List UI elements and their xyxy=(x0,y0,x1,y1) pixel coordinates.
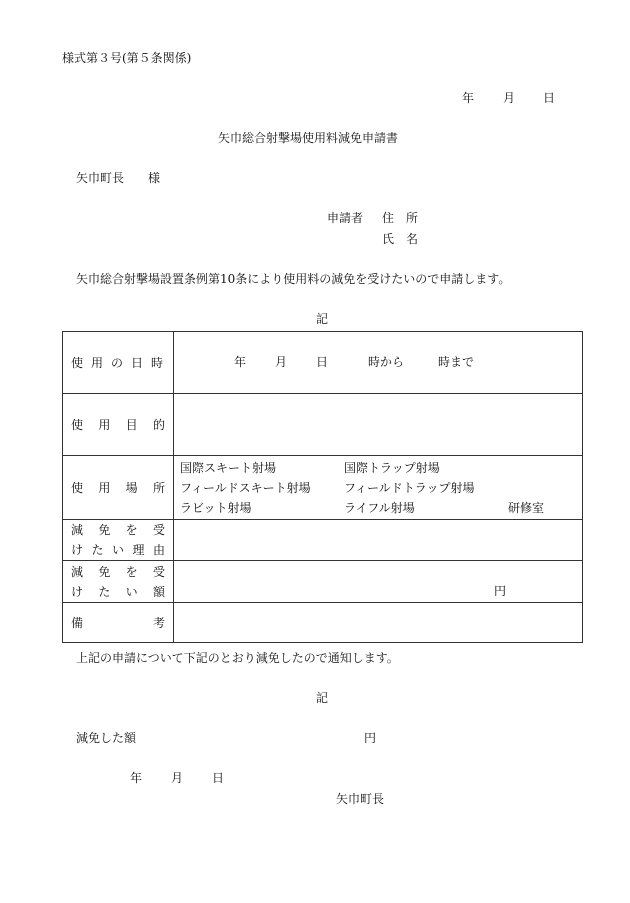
place-option-rifle[interactable]: ライフル射場 xyxy=(344,501,415,515)
footer-date-month: 月 xyxy=(171,771,184,785)
addressee: 矢巾町長 様 xyxy=(76,171,161,185)
row-amount xyxy=(63,561,583,603)
remarks-label xyxy=(63,617,173,629)
datetime-label-char-5: 時 xyxy=(150,355,165,370)
remarks-value-cell[interactable] xyxy=(174,603,583,643)
amount-label-cell xyxy=(63,561,174,603)
purpose-label-char-1: 使 xyxy=(71,417,84,432)
reason-c1: 減 xyxy=(71,523,84,537)
place-label-cell xyxy=(63,456,174,520)
row-reason xyxy=(63,520,583,561)
row-remarks xyxy=(63,603,583,643)
datetime-year: 年 xyxy=(234,355,247,369)
place-option-intl-trap[interactable]: 国際トラップ射場 xyxy=(344,461,440,475)
row-datetime xyxy=(63,332,583,394)
applicant-address-label: 住 所 xyxy=(382,211,419,225)
notice-statement: 上記の申請について下記のとおり減免したので通知します。 xyxy=(76,651,399,665)
place-option-field-skeet[interactable]: フィールドスキート射場 xyxy=(180,481,311,495)
amount-label-line-1 xyxy=(63,562,173,582)
place-label-char-4: 所 xyxy=(152,480,165,495)
header-date-month: 月 xyxy=(503,91,516,105)
amount-c3: を xyxy=(125,564,138,579)
amount-c7: い xyxy=(125,584,138,599)
remarks-c1: 備 xyxy=(71,615,84,630)
reason-c5: け xyxy=(71,543,84,557)
purpose-label xyxy=(63,419,173,431)
reason-value-cell[interactable] xyxy=(174,520,583,561)
place-label-char-2: 用 xyxy=(98,480,111,495)
remarks-c2: 考 xyxy=(152,615,165,630)
purpose-label-cell xyxy=(63,394,174,456)
reason-c6: た xyxy=(91,543,104,557)
application-table xyxy=(62,331,583,643)
amount-label-line-2 xyxy=(63,582,173,602)
row-place xyxy=(63,456,583,520)
reason-label-line-2 xyxy=(63,540,173,560)
purpose-value-cell[interactable] xyxy=(174,394,583,456)
datetime-label-char-3: の xyxy=(110,355,125,370)
datetime-label-char-4: 日 xyxy=(130,355,145,370)
amount-c1: 減 xyxy=(71,564,84,579)
datetime-value-cell[interactable] xyxy=(174,332,583,394)
reason-c2: 免 xyxy=(98,523,111,537)
datetime-month: 月 xyxy=(275,355,288,369)
reduced-amount-unit: 円 xyxy=(364,731,377,745)
applicant-label: 申請者 xyxy=(327,211,364,225)
header-date-day: 日 xyxy=(543,91,556,105)
footer-date-day: 日 xyxy=(212,771,225,785)
place-option-training-room[interactable]: 研修室 xyxy=(508,501,545,515)
place-label-char-1: 使 xyxy=(71,480,84,495)
datetime-label-char-1: 使 xyxy=(71,355,86,370)
datetime-label-cell xyxy=(63,332,174,394)
document-title: 矢巾総合射撃場使用料減免申請書 xyxy=(218,131,399,145)
amount-c4: 受 xyxy=(152,564,165,579)
reason-c7: い xyxy=(111,543,124,557)
amount-c6: た xyxy=(98,584,111,599)
datetime-to: 時まで xyxy=(438,355,475,369)
purpose-label-char-2: 用 xyxy=(98,417,111,432)
amount-c8: 額 xyxy=(152,584,165,599)
place-label-char-3: 場 xyxy=(125,480,138,495)
ki-heading-2: 記 xyxy=(316,691,329,705)
place-option-rabbit[interactable]: ラビット射場 xyxy=(180,501,252,515)
amount-value-cell[interactable] xyxy=(174,561,583,603)
place-value-cell xyxy=(174,456,583,520)
amount-c2: 免 xyxy=(98,564,111,579)
amount-c5: け xyxy=(71,584,84,599)
amount-unit: 円 xyxy=(494,584,507,598)
ki-heading: 記 xyxy=(316,312,329,326)
applicant-name-label: 氏 名 xyxy=(382,232,419,246)
remarks-label-cell xyxy=(63,603,174,643)
reason-c3: を xyxy=(125,523,138,537)
place-label xyxy=(63,482,173,494)
reason-c9: 由 xyxy=(152,543,165,557)
purpose-label-char-4: 的 xyxy=(152,417,165,432)
row-purpose xyxy=(63,394,583,456)
datetime-label xyxy=(63,357,173,369)
reason-label-line-1 xyxy=(63,520,173,540)
header-date-year: 年 xyxy=(462,91,475,105)
reason-c4: 受 xyxy=(152,523,165,537)
signer: 矢巾町長 xyxy=(336,792,385,806)
reason-c8: 理 xyxy=(132,543,145,557)
form-number: 様式第３号(第５条関係) xyxy=(62,51,192,65)
reason-label-cell xyxy=(63,520,174,561)
footer-date-year: 年 xyxy=(130,771,143,785)
reduced-amount-label: 減免した額 xyxy=(76,731,137,745)
place-option-field-trap[interactable]: フィールドトラップ射場 xyxy=(344,481,475,495)
application-statement: 矢巾総合射撃場設置条例第10条により使用料の減免を受けたいので申請します。 xyxy=(76,272,511,286)
place-option-intl-skeet[interactable]: 国際スキート射場 xyxy=(180,461,277,475)
datetime-day: 日 xyxy=(316,355,329,369)
datetime-label-char-2: 用 xyxy=(90,355,105,370)
purpose-label-char-3: 目 xyxy=(125,417,138,432)
datetime-from: 時から xyxy=(368,355,405,369)
